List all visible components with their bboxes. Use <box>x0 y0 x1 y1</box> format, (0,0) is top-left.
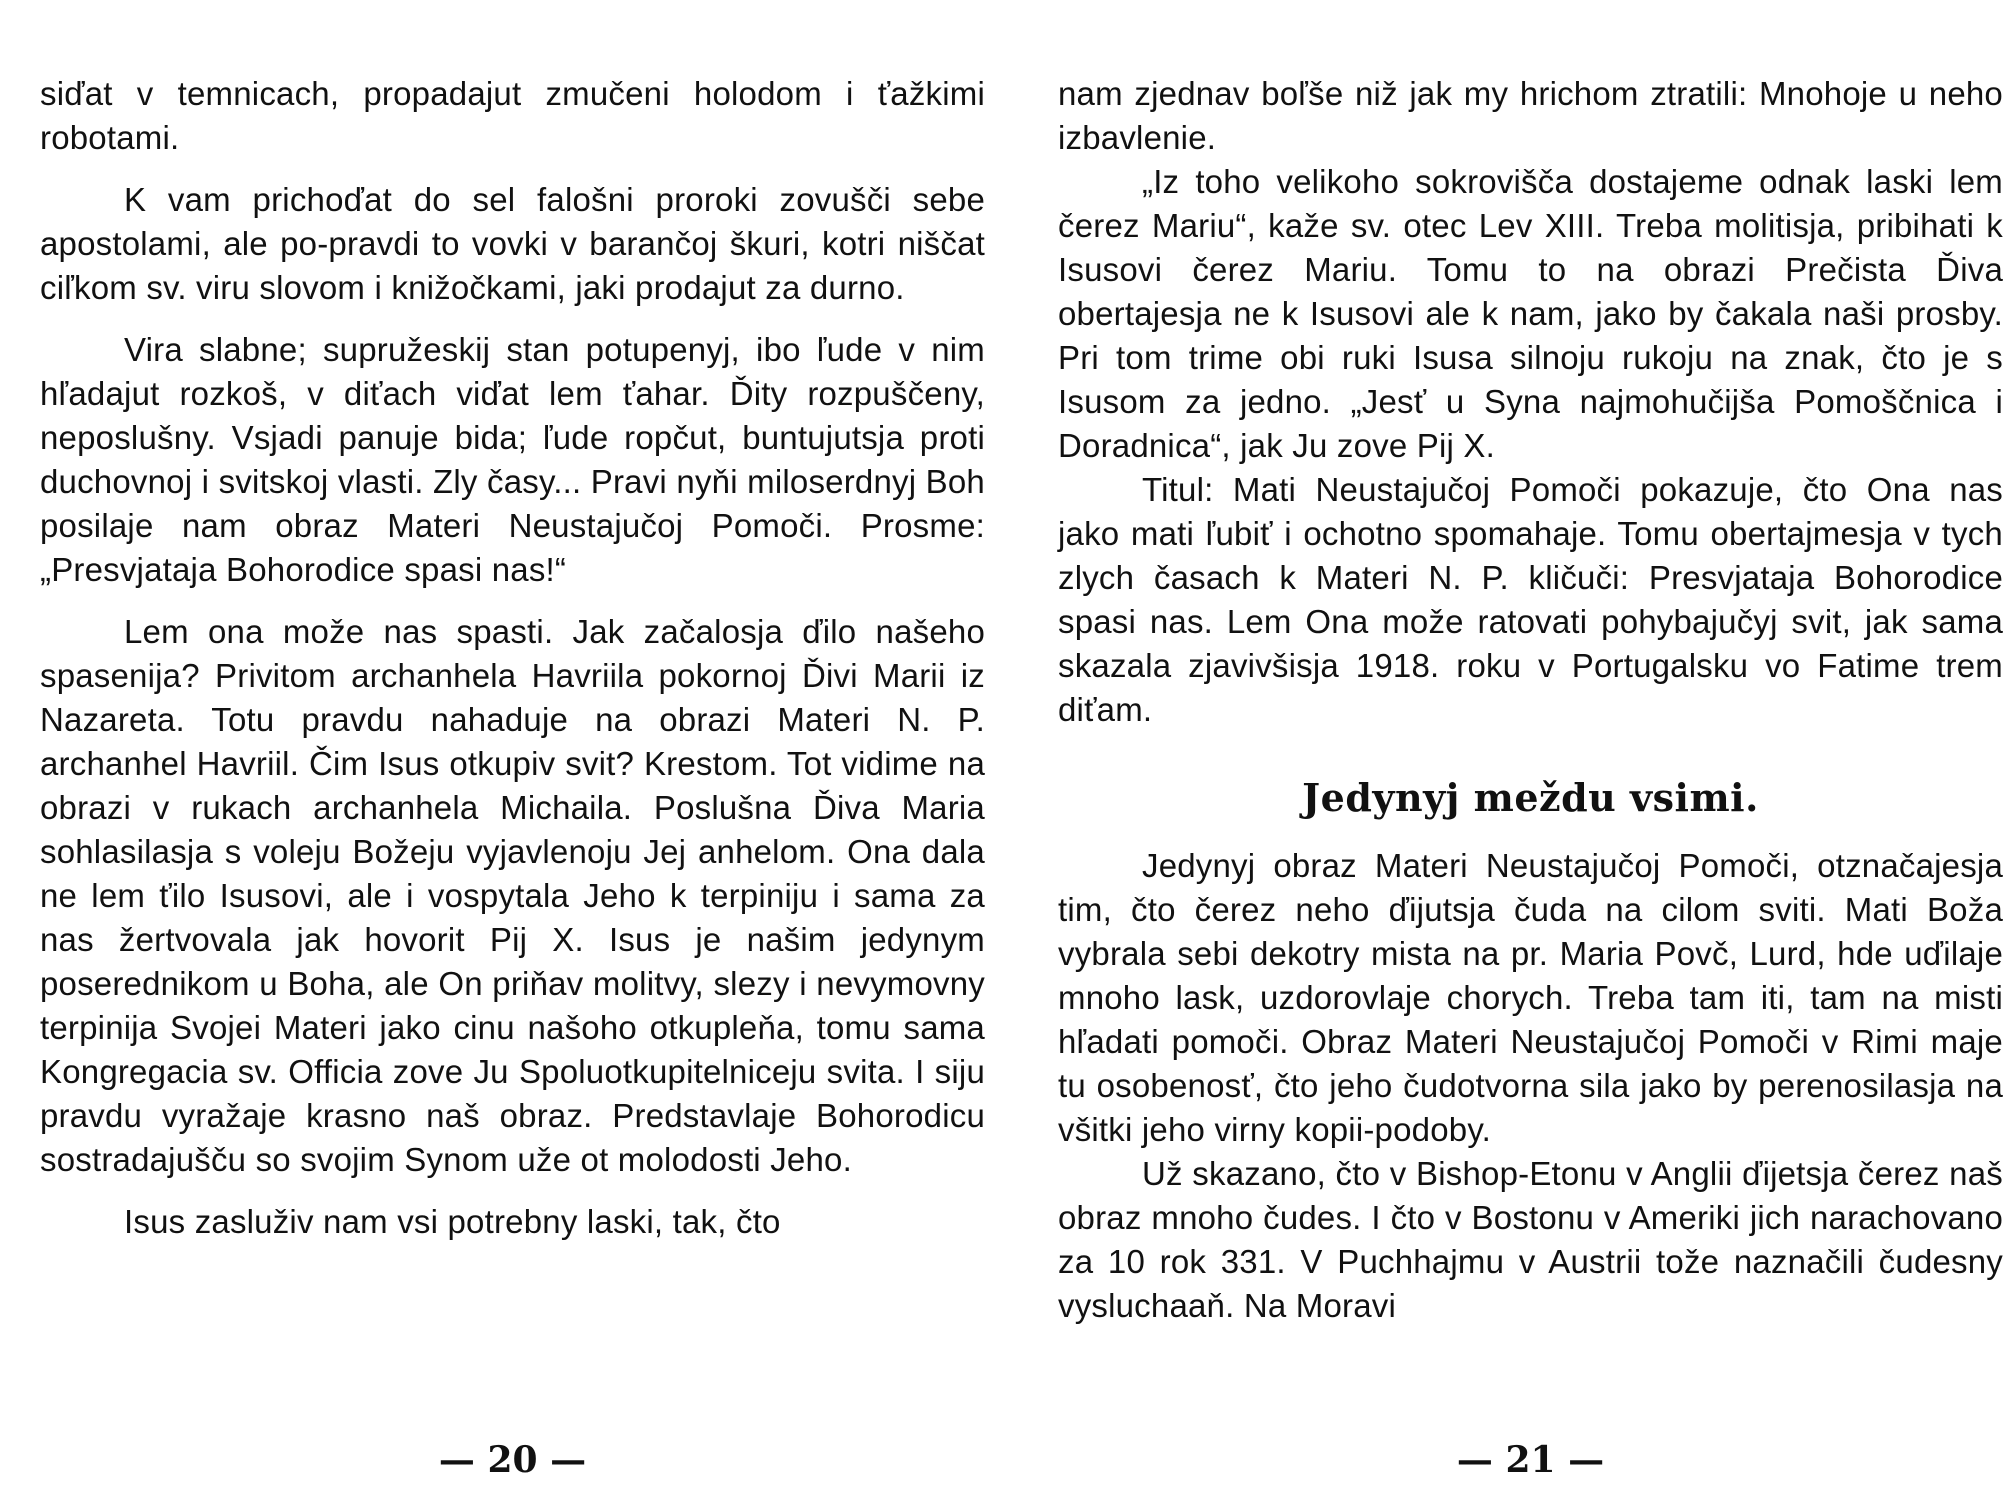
paragraph: Isus zasluživ nam vsi potrebny laski, tak, čto <box>124 1203 781 1240</box>
left-page-text <box>40 72 985 1244</box>
page-number: — 20 — <box>438 1439 587 1481</box>
right-page-text <box>1058 72 2003 1328</box>
paragraph: Jedynyj obraz Materi Neustajučoj Pomoči, otznačajesja tim, čto čerez neho ďijutsja čuda na cilom sviti. Mati Boža vybrala sebi dekotry mista na pr. Maria Povč, Lurd, hde uďilaje mnoho lask, uzdorovlaje chorych. Treba tam iti, tam na misti hľadati pomoči. Obraz Materi Neustajučoj Pomoči v Rimi maje tu osobenosť, čto jeho čudotvorna sila jako by perenosilasja na všitki jeho virny kopii-podoby. <box>1058 847 2003 1148</box>
paragraph: „Iz toho velikoho sokrovišča dostajeme odnak laski lem čerez Mariu“, kaže sv. otec Lev XIII. Treba molitisja, pribihati k Isusovi čerez Mariu. Tomu to na obrazi Prečista Ďiva obertajesja ne k Isusovi ale k nam, jako by čakala naši prosby. Pri tom trime obi ruki Isusa silnoju rukoju na znak, čto je s Isusom za jedno. „Jesť u Syna najmohučijša Pomoščnica i Doradnica“, jak Ju zove Pij X. <box>1058 163 2003 464</box>
paragraph: nam zjednav boľše niž jak my hrichom ztratili: Mnohoje u neho izbavlenie. <box>1058 75 2003 156</box>
paragraph: K vam prichoďat do sel falošni proroki zovušči sebe apostolami, ale po-pravdi to vovki v barančoj škuri, kotri niščat ciľkom sv. viru slovom i knižočkami, jaki prodajut za durno. <box>40 181 985 306</box>
left-page <box>40 0 985 1500</box>
paragraph: Vira slabne; supružeskij stan potupenyj, ibo ľude v nim hľadajut rozkoš, v diťach viďat lem ťahar. Ďity rozpuščeny, neposlušny. Vsjadi panuje bida; ľude ropčut, buntujutsja proti duchovnoj i svitskoj vlasti. Zly časy... Pravi nyňi miloserdnyj Boh posilaje nam obraz Materi Neustajučoj Pomoči. Prosme: „Presvjataja Bohorodice spasi nas!“ <box>40 331 985 588</box>
paragraph: Titul: Mati Neustajučoj Pomoči pokazuje, čto Ona nas jako mati ľubiť i ochotno spomahaje. Tomu obertajmesja v tych zlych časach k Materi N. P. kličuči: Presvjataja Bohorodice spasi nas. Lem Ona može ratovati pohybajučyj svit, jak sama skazala zjavivšisja 1918. roku v Portugalsku vo Fatime trem diťam. <box>1058 471 2003 728</box>
paragraph: Lem ona može nas spasti. Jak začalosja ďilo našeho spasenija? Privitom archanhela Havriila pokornoj Ďivi Marii iz Nazareta. Totu pravdu nahaduje na obrazi Materi N. P. archanhel Havriil. Čim Isus otkupiv svit? Krestom. Tot vidime na obrazi v rukach archanhela Michaila. Poslušna Ďiva Maria sohlasilasja s voleju Božeju vyjavlenoju Jej anhelom. Ona dala ne lem ťilo Isusovi, ale i vospytala Jeho k terpiniju i sama za nas žertvovala jak hovorit Pij X. Isus je našim jedynym poserednikom u Boha, ale On priňav molitvy, slezy i nevymovny terpinija Svojei Materi jako cinu našoho otkupleňa, tomu sama Kongregacia sv. Officia zove Ju Spoluotkupitelniceju svita. I siju pravdu vyražaje krasno naš obraz. Predstavlaje Bohorodicu sostradajušču so svojim Synom uže ot molodosti Jeho. <box>40 613 985 1178</box>
page-number: — 21 — <box>1456 1439 1605 1481</box>
section-heading: Jedynyj meždu vsimi. <box>1302 775 1759 820</box>
right-page <box>1058 0 2003 1500</box>
paragraph: siďat v temnicach, propadajut zmučeni holodom i ťažkimi robotami. <box>40 75 985 156</box>
paragraph: Už skazano, čto v Bishop-Etonu v Anglii ďijetsja čerez naš obraz mnoho čudes. I čto v Bostonu v Ameriki jich narachovano za 10 rok 331. V Puchhajmu v Austrii tože naznačili čudesny vysluchaaň. Na Moravi <box>1058 1155 2003 1324</box>
